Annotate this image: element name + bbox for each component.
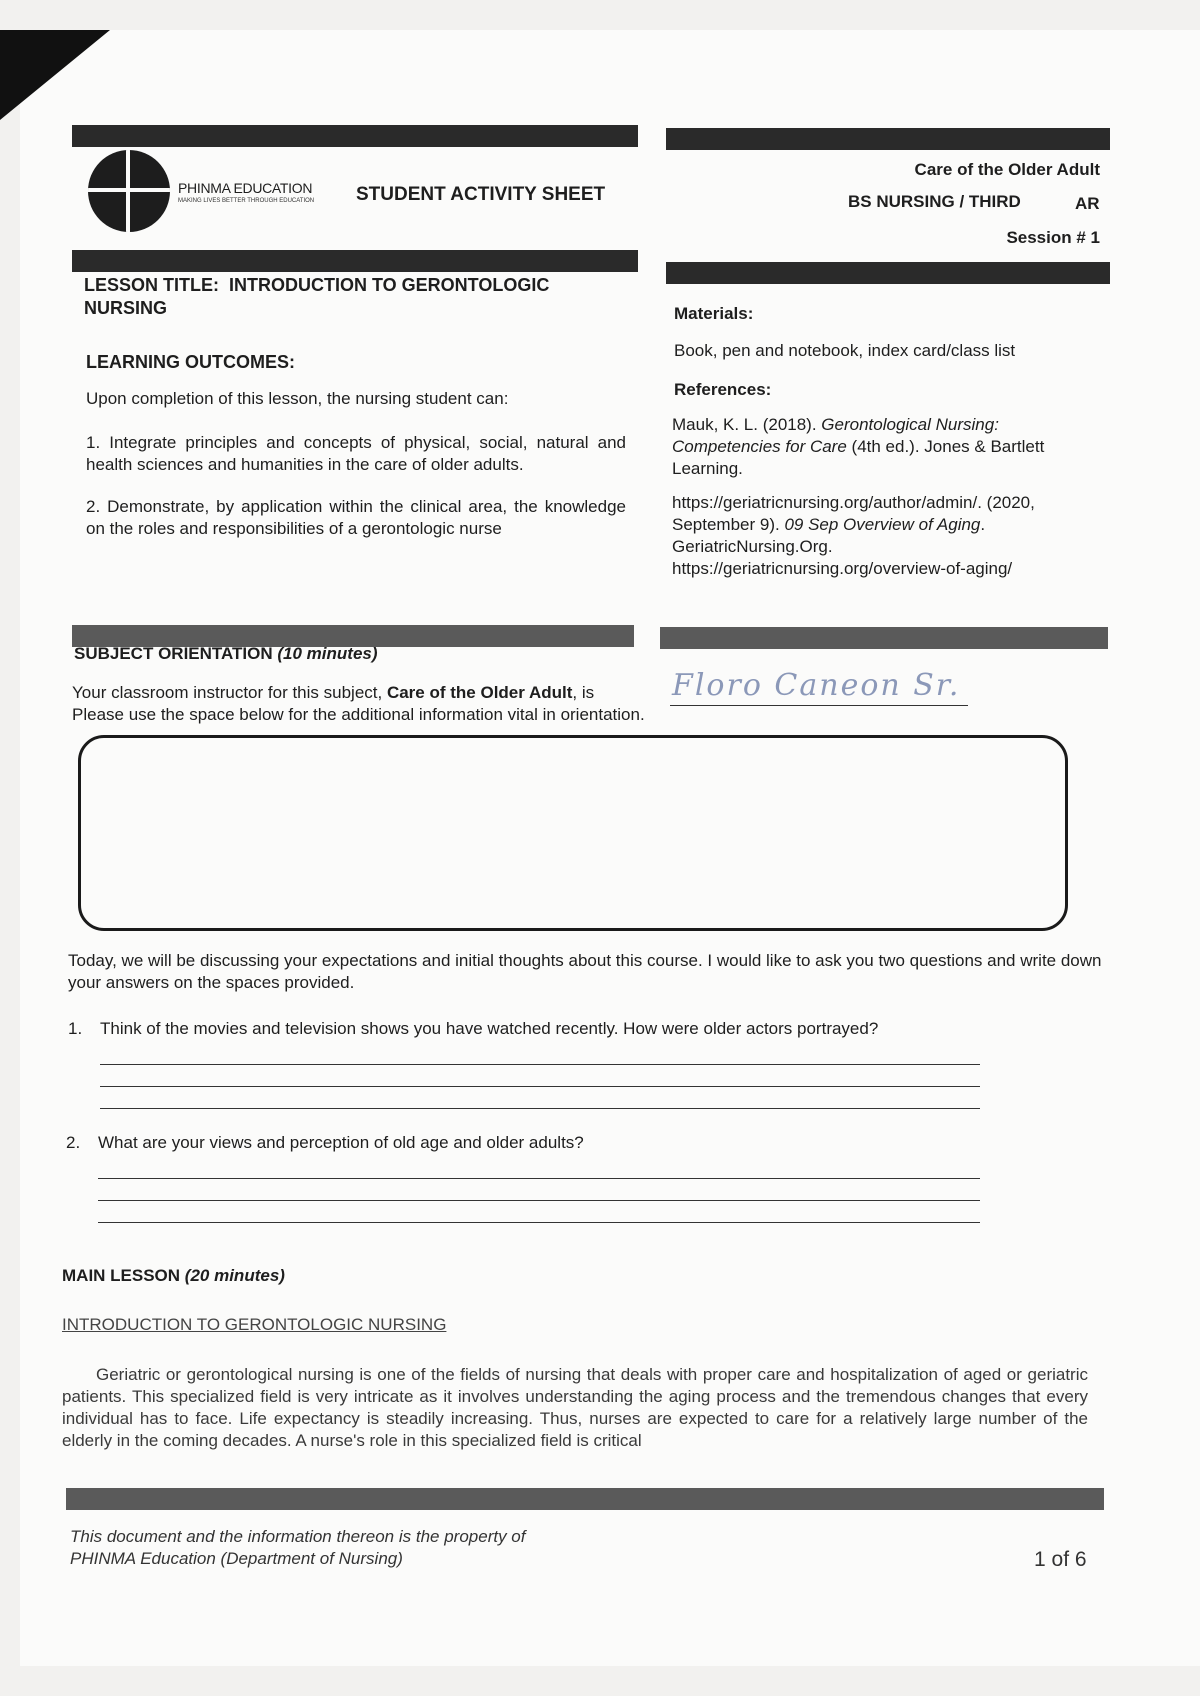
lesson-title-line1: INTRODUCTION TO GERONTOLOGIC <box>229 275 550 295</box>
main-lesson-subheading: INTRODUCTION TO GERONTOLOGIC NURSING <box>62 1315 447 1334</box>
footer-ownership <box>70 1526 670 1570</box>
course-name: Care of the Older Adult <box>914 160 1100 179</box>
answer-line-2b[interactable] <box>98 1200 980 1201</box>
program-level: BS NURSING / THIRD <box>848 192 1021 211</box>
learning-outcomes-heading: LEARNING OUTCOMES: <box>86 352 295 372</box>
header-bar-right <box>666 128 1110 150</box>
reference-2 <box>672 492 1102 580</box>
reference-1-author: Mauk, K. L. (2018). <box>672 415 822 434</box>
materials-heading: Materials: <box>674 304 754 323</box>
question-1: Think of the movies and television shows you have watched recently. How were older actors portrayed? <box>100 1019 879 1038</box>
header-bar-left <box>72 125 638 147</box>
orientation-bar-right <box>660 627 1108 649</box>
brand-tagline: MAKING LIVES BETTER THROUGH EDUCATION <box>178 198 315 204</box>
orientation-notes-box[interactable] <box>78 735 1068 931</box>
answer-line-2a[interactable] <box>98 1178 980 1179</box>
subject-orientation-label: SUBJECT ORIENTATION <box>74 644 273 663</box>
answer-line-1a[interactable] <box>100 1064 980 1065</box>
discussion-intro: Today, we will be discussing your expectations and initial thoughts about this course. I would like to ask you two questions and write down your answers on the spaces provided. <box>68 951 1102 992</box>
learning-outcomes-intro: Upon completion of this lesson, the nursing student can: <box>86 389 509 408</box>
main-lesson-duration: (20 minutes) <box>184 1266 285 1285</box>
subject-orientation-duration: (10 minutes) <box>277 644 378 663</box>
references-heading: References: <box>674 380 772 399</box>
reference-1 <box>672 414 1102 480</box>
reference-2-url[interactable]: https://geriatricnursing.org/overview-of-aging/ <box>672 559 1013 578</box>
divider-bar-right <box>666 262 1110 284</box>
reference-1-publisher: (4th ed.). Jones & Bartlett Learning. <box>672 437 1045 478</box>
reference-1-title: Gerontological Nursing: Competencies for Care <box>672 415 999 456</box>
subject-orientation-heading <box>74 644 378 664</box>
footer-bar <box>66 1488 1104 1510</box>
divider-bar-left <box>72 250 638 272</box>
program-level-tail: AR <box>1075 194 1100 213</box>
reference-2-source: https://geriatricnursing.org/author/admin/. (2020, September 9). <box>672 493 1035 534</box>
page-number: 1 of 6 <box>1034 1548 1087 1571</box>
answer-line-1c[interactable] <box>100 1108 980 1109</box>
footer-line-2: PHINMA Education (Department of Nursing) <box>70 1549 403 1568</box>
main-lesson-paragraph: Geriatric or gerontological nursing is one of the fields of nursing that deals with proper care and hospitalization of aged or geriatric patients. This specialized field is very intricate as it involves understanding the aging process and the tremendous changes that every individual has to face. Life expectancy is steadily increasing. Thus, nurses are expected to care for a relatively large number of the elderly in the coming decades. A nurse's role in this specialized field is critical <box>62 1365 1088 1450</box>
learning-outcome-2: 2. Demonstrate, by application within the clinical area, the knowledge on the roles and responsibilities of a gerontologic nurse <box>86 497 626 538</box>
question-2: What are your views and perception of old age and older adults? <box>98 1133 584 1152</box>
reference-2-site: . GeriatricNursing.Org. <box>672 515 986 556</box>
answer-line-1b[interactable] <box>100 1086 980 1087</box>
instructor-name-handwritten: Floro Caneon Sr. <box>672 668 961 703</box>
question-1-number: 1. <box>68 1019 83 1038</box>
footer-line-1: This document and the information thereon is the property of <box>70 1527 526 1546</box>
reference-2-title: 09 Sep Overview of Aging <box>784 515 981 534</box>
instructor-line-course: Care of the Older Adult <box>386 683 573 702</box>
phinma-logo-icon <box>88 150 170 232</box>
materials-text: Book, pen and notebook, index card/class list <box>674 341 1016 360</box>
lesson-title <box>84 274 644 320</box>
main-lesson-heading <box>62 1266 285 1286</box>
lesson-title-line2: NURSING <box>84 298 168 318</box>
instructor-line-text: Your classroom instructor for this subject, <box>72 683 387 702</box>
sheet-title: STUDENT ACTIVITY SHEET <box>356 184 606 205</box>
session-number: Session # 1 <box>1006 228 1100 247</box>
orientation-instruction: Please use the space below for the additional information vital in orientation. <box>72 705 645 724</box>
instructor-line-is: , is <box>572 683 595 702</box>
lesson-title-label: LESSON TITLE: <box>84 275 219 295</box>
answer-line-2c[interactable] <box>98 1222 980 1223</box>
page-corner-shadow <box>0 30 110 120</box>
question-2-number: 2. <box>66 1133 81 1152</box>
learning-outcome-1: 1. Integrate principles and concepts of physical, social, natural and health sciences and humanities in the care of older adults. <box>86 433 626 474</box>
main-lesson-label: MAIN LESSON <box>62 1266 181 1285</box>
brand-name: PHINMA EDUCATION <box>178 180 313 196</box>
